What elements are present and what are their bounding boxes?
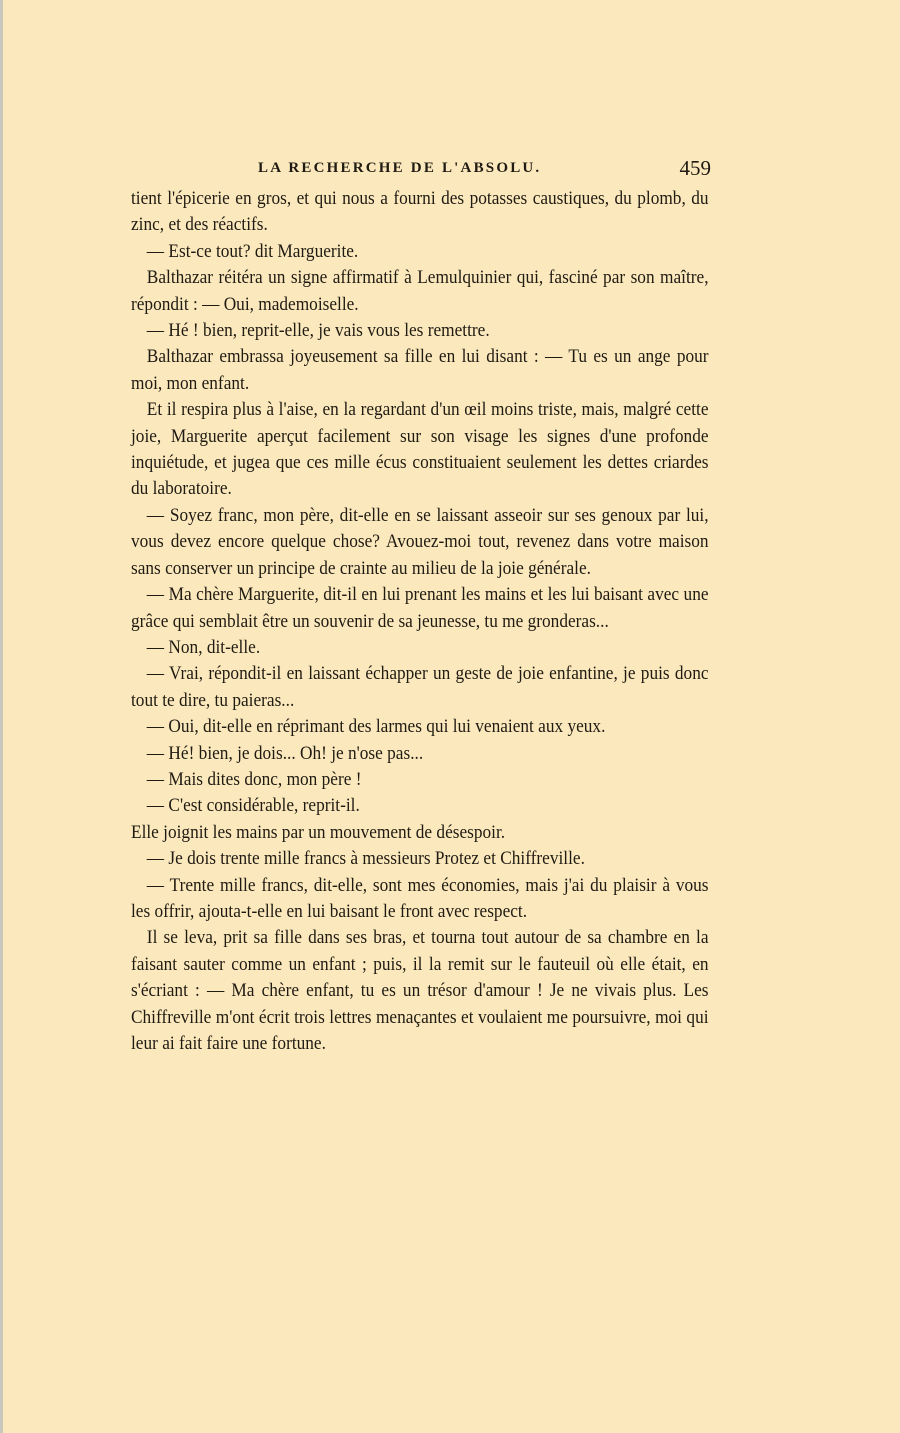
running-head: [131, 156, 709, 186]
paragraph: — Mais dites donc, mon père !: [146, 768, 362, 790]
paragraph: Balthazar réitéra un signe affirmatif à Lemulquinier qui, fasciné par son maître, répondit : — Oui, mademoiselle.: [131, 267, 709, 315]
paragraph: — Ma chère Marguerite, dit-il en lui prenant les mains et les lui baisant avec une grâce qui semblait être un souvenir de sa jeunesse, tu me gronderas...: [131, 584, 709, 632]
running-title: LA RECHERCHE DE L'ABSOLU.: [258, 160, 542, 176]
paragraph: — Vrai, répondit-il en laissant échapper un geste de joie enfantine, je puis donc tout te dire, tu paieras...: [131, 663, 709, 711]
paragraph: Elle joignit les mains par un mouvement de désespoir.: [131, 821, 506, 843]
book-page: [131, 156, 709, 1057]
paragraph: — Oui, dit-elle en réprimant des larmes qui lui venaient aux yeux.: [146, 716, 606, 738]
paragraph: — Hé ! bien, reprit-elle, je vais vous les remettre.: [146, 320, 490, 342]
paragraph: tient l'épicerie en gros, et qui nous a fourni des potasses caustiques, du plomb, du zinc, et des réactifs.: [131, 188, 709, 236]
scan-edge: [0, 0, 3, 1433]
paragraph: — Hé! bien, je dois... Oh! je n'ose pas...: [146, 742, 424, 764]
paragraph: — Est-ce tout? dit Marguerite.: [146, 240, 359, 262]
paragraph: Et il respira plus à l'aise, en la regardant d'un œil moins triste, mais, malgré cette joie, Marguerite aperçut facilement sur son visage les signes d'une profonde inquiétude, et jugea que ces mille écus constituaient seulement les dettes criardes du laboratoire.: [131, 399, 709, 500]
paragraph: — Trente mille francs, dit-elle, sont mes économies, mais j'ai du plaisir à vous les offrir, ajouta-t-elle en lui baisant le front avec respect.: [131, 874, 709, 922]
paragraph: — Soyez franc, mon père, dit-elle en se laissant asseoir sur ses genoux par lui, vous devez encore quelque chose? Avouez-moi tout, revenez dans votre maison sans conserver un principe de crainte au milieu de la joie générale.: [131, 504, 709, 579]
paragraph: Balthazar embrassa joyeusement sa fille en lui disant : — Tu es un ange pour moi, mon enfant.: [131, 346, 709, 394]
paragraph: — Non, dit-elle.: [146, 636, 261, 658]
paragraph: Il se leva, prit sa fille dans ses bras, et tourna tout autour de sa chambre en la faisant sauter comme un enfant ; puis, il la remit sur le fauteuil où elle était, en s'écriant : — Ma chère enfant, tu es un trésor d'amour ! Je ne vivais plus. Les Chiffreville m'ont écrit trois lettres menaçantes et voulaient me poursuivre, moi qui leur ai fait faire une fortune.: [131, 927, 709, 1054]
page-number: 459: [679, 156, 711, 180]
body-text: [131, 186, 709, 1057]
paragraph: — C'est considérable, reprit-il.: [146, 795, 360, 817]
paragraph: — Je dois trente mille francs à messieurs Protez et Chiffreville.: [146, 848, 585, 870]
